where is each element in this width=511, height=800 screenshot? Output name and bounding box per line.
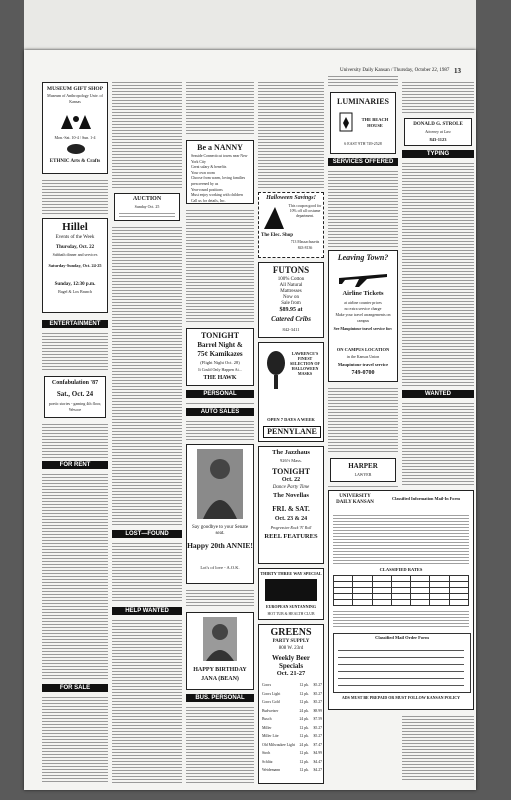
beer-price: $8.99: [313, 708, 322, 713]
classified-text-block: [328, 169, 398, 247]
greens-address: 808 W. 23rd: [278, 646, 304, 651]
luminaries-ad: [330, 92, 396, 154]
pennylane-title: LAWRENCE'S FINEST SELECTION OF HALLOWEEN MASKS: [290, 351, 320, 376]
hillel-event-3: Bagel & Lox Brunch: [58, 289, 92, 294]
annie-line-1: Say goodbye to your Senate seat.: [191, 525, 249, 536]
beer-price: $5.27: [313, 691, 322, 696]
luminaries-sub: THE BEACH HOUSE: [361, 117, 389, 128]
leaving-campus: ON CAMPUS LOCATION: [336, 347, 390, 352]
pennylane-brand: PENNYLANE: [263, 426, 321, 438]
classified-text-block: [186, 419, 254, 441]
classified-text-block: [186, 80, 254, 136]
nanny-item: Choose from warm, loving families prescreened by us: [191, 176, 246, 186]
hawk-flight: (Flight Night Oct. 28): [200, 360, 240, 365]
leaving-line: no extra service charge: [344, 306, 382, 311]
annie-photo: [197, 449, 243, 519]
jazz-genre: Progressive Rock 'N' Roll: [270, 525, 312, 530]
person-photo-icon: [203, 617, 237, 661]
futons-line: Mattresses: [280, 289, 302, 294]
section-lost-found: LOST—FOUND: [112, 530, 182, 538]
witch-hat-icon: [263, 205, 285, 231]
beer-size: 12 pk.: [299, 700, 309, 704]
beer-price: $5.27: [313, 725, 322, 730]
hawk-ad: [186, 328, 254, 386]
futons-line: Sale from: [281, 301, 301, 306]
jazz-date-2: Oct. 23 & 24: [274, 516, 308, 522]
halloween-sub: This coupon good for 10% off all costume department.: [288, 204, 322, 218]
section-services-offered: SERVICES OFFERED: [328, 158, 398, 166]
hillel-ad: [42, 218, 108, 313]
beer-size: 12 pk.: [299, 768, 309, 772]
section-entertainment: ENTERTAINMENT: [42, 320, 108, 328]
nanny-item: Great salary & benefits: [191, 165, 227, 170]
harper-ad: [330, 458, 396, 482]
leaving-title: Leaving Town?: [337, 253, 389, 262]
order-form-lines[interactable]: [338, 644, 464, 686]
beer-name: Coors Light: [262, 691, 281, 696]
beer-size: 12 pk.: [299, 734, 309, 738]
beer-price-row: [262, 724, 322, 733]
beer-name: Coors: [262, 683, 272, 687]
beer-price: $7.59: [313, 717, 322, 721]
beer-price: $7.47: [313, 742, 322, 747]
beer-price: $4.47: [313, 759, 322, 764]
person-photo-icon: [197, 449, 243, 519]
classified-text-block: [112, 80, 182, 190]
jazzhaus-ad: [258, 446, 324, 564]
section-typing: TYPING: [402, 150, 474, 158]
beer-size: 24 pk.: [299, 742, 309, 747]
kansan-logo: UNIVERSITY DAILY KANSAN: [336, 494, 374, 505]
luminaries-address: 6 EAST 9TH 749-2528: [344, 141, 382, 146]
page-top-margin: [24, 0, 476, 50]
leaving-sub: Airline Tickets: [342, 290, 384, 297]
hillel-title: Hillel: [62, 221, 88, 233]
futons-phone: 842-3411: [282, 327, 300, 332]
museum-title: MUSEUM GIFT SHOP: [46, 86, 104, 92]
museum-sub: Museum of Anthropology Univ. of Kansas: [47, 93, 103, 104]
hawk-tagline: It Could Only Happen At...: [198, 367, 242, 372]
beer-size: 24 pk.: [299, 717, 309, 721]
luminaries-title: LUMINARIES: [336, 97, 389, 106]
beer-name: Weidemann: [262, 768, 281, 772]
strole-sub: Attorney at Law: [425, 129, 451, 134]
greens-specials: Specials: [278, 662, 304, 670]
section-help-wanted: HELP WANTED: [112, 607, 182, 615]
beer-size: 12 pk.: [299, 683, 309, 687]
tanning-ad: [258, 568, 324, 620]
beer-name: Stroh: [262, 751, 271, 755]
classified-text-block: [328, 74, 398, 88]
halloween-address: 713 Massachusetts 843-8136: [290, 240, 320, 250]
leaving-line: See Maupintour travel service for:: [333, 326, 393, 331]
halloween-brand: The Elec. Shop: [261, 233, 294, 238]
museum-tag: ETHNIC Arts & Crafts: [49, 159, 101, 164]
tanning-sub: EUROPEAN SUNTANNING: [265, 604, 317, 609]
leaving-line: Make your travel arrangements on campus: [335, 312, 391, 323]
classified-categories: [333, 609, 469, 629]
hillel-event-1: Sabbath dinner and services: [52, 252, 98, 257]
beer-price-row: [262, 732, 322, 741]
jana-line-1: HAPPY BIRTHDAY: [193, 667, 247, 673]
maupintour-ad: [328, 250, 398, 382]
beer-price: $5.27: [313, 734, 322, 738]
beer-price-row: [262, 681, 322, 690]
classified-text-block: [186, 705, 254, 783]
beer-size: 12 pk.: [299, 691, 309, 696]
classified-text-block: [112, 225, 182, 525]
beer-name: Busch: [262, 717, 272, 721]
hawk-tonight: TONIGHT: [200, 331, 240, 340]
beer-size: 12 pk.: [299, 751, 309, 755]
classified-text-block: [42, 472, 108, 680]
halloween-coupon-ad: [258, 192, 324, 258]
greens-ad: [258, 624, 324, 784]
strole-ad: [404, 118, 472, 146]
jana-photo: [203, 617, 237, 661]
annie-line-2: Happy 20th ANNIE!: [187, 541, 253, 550]
classified-text-block: [402, 401, 474, 486]
auction-title: AUCTION: [132, 196, 162, 202]
pottery-icon: [65, 143, 87, 155]
confabulation-ad: [44, 376, 106, 418]
beer-size: 12 pk.: [299, 725, 309, 730]
order-form-title: Classified Mail Order Form: [375, 635, 429, 640]
classified-order-form: [333, 633, 471, 693]
classified-text-block: [258, 80, 324, 188]
nanny-item: Your own room: [191, 170, 215, 175]
strole-title: DONALD G. STROLE: [413, 122, 463, 127]
classified-text-block: [42, 178, 108, 214]
museum-hours: Mon.-Sat. 10-4 / Sun. 1-4: [54, 135, 96, 140]
page-number: 13: [454, 67, 461, 75]
museum-gift-shop-ad: [42, 82, 108, 174]
classified-text-block: [328, 386, 398, 454]
hillel-sub: Events of the Week: [55, 235, 95, 240]
auction-sub: Sunday Oct. 25: [134, 204, 160, 209]
section-personal: PERSONAL: [186, 390, 254, 398]
beer-size: 24 pk.: [299, 708, 309, 713]
jazz-tonight: TONIGHT: [271, 467, 311, 476]
jazz-date-1: Oct. 22: [281, 477, 301, 483]
harper-sub: LAWYER: [354, 472, 372, 477]
nanny-ad: [186, 140, 254, 204]
classified-rates-table: [333, 575, 469, 606]
beer-price-row: [262, 758, 322, 767]
classified-text-block: [186, 588, 254, 608]
pennylane-hours: OPEN 7 DAYS A WEEK: [267, 417, 315, 422]
beer-name: Miller Lite: [262, 734, 279, 738]
classified-text-block: [42, 331, 108, 371]
futons-line: 100% Cotton: [277, 277, 305, 282]
classified-text-block: [328, 484, 398, 488]
section-auto-sales: AUTO SALES: [186, 408, 254, 416]
beer-price-row: [262, 690, 322, 699]
nanny-item: Call us for details, Inc.: [191, 198, 226, 203]
tanning-address: HOT TUB & HEALTH CLUB: [267, 612, 315, 616]
leaving-line: at airline counter prices: [344, 300, 382, 305]
beer-price-row: [262, 707, 322, 716]
hillel-date-3: Sunday, 12:30 p.m.: [54, 282, 96, 287]
leaving-union: in the Kansas Union: [346, 354, 380, 359]
airplane-icon: [337, 264, 389, 288]
auction-details: [119, 211, 175, 219]
greens-weekly: Weekly Beer: [272, 654, 310, 662]
auction-ad: [114, 193, 180, 221]
lantern-icon: [337, 109, 355, 133]
jana-line-2: JANA (BEAN): [201, 676, 239, 682]
classified-mail-in-form: [328, 490, 474, 710]
hillel-date-2: Saturday-Sunday, Oct. 24-25: [48, 263, 102, 268]
beer-price-row: [262, 749, 322, 758]
jazz-event-1: Dance Party Time: [272, 485, 310, 490]
beer-name: Old Milwaukee Light: [262, 742, 295, 747]
jazz-title: The Jazzhaus: [272, 449, 310, 456]
annie-line-3: Lot's of love - A.O.K.: [200, 565, 240, 570]
nanny-list: [191, 154, 251, 204]
beer-price: $4.99: [313, 751, 322, 755]
jana-birthday-ad: [186, 612, 254, 690]
futons-price: $89.95 at: [279, 307, 303, 313]
harper-title: HARPER: [348, 462, 378, 470]
jazz-days: FRI. & SAT.: [272, 505, 310, 513]
classified-text-block: [402, 161, 474, 386]
classified-text-block: [186, 208, 254, 324]
futons-brand: Catered Cribs: [271, 315, 311, 323]
section-bus-personal: BUS. PERSONAL: [186, 694, 254, 702]
futons-line: All Natural: [279, 283, 303, 288]
greens-sub: PARTY SUPPLY: [272, 639, 310, 644]
section-for-rent: FOR RENT: [42, 461, 108, 469]
tanning-offer-panel: [265, 579, 317, 601]
classified-form-title: Classified Information Mail-In Form: [392, 496, 460, 501]
beer-price: $4.27: [313, 768, 322, 772]
beer-price-row: [262, 698, 322, 707]
beer-price-row: [262, 766, 322, 775]
greens-title: GREENS: [270, 627, 312, 638]
beer-size: 12 pk.: [299, 759, 309, 764]
page-header: University Daily Kansan / Thursday, October 22, 1987: [340, 68, 450, 73]
nanny-item: Must enjoy working with children: [191, 193, 243, 198]
classified-rates-heading: CLASSIFIED RATES: [379, 567, 423, 572]
futons-line: Now on: [283, 295, 299, 300]
confab-title: Confabulation '87: [51, 380, 99, 386]
section-for-sale: FOR SALE: [42, 684, 108, 692]
pennylane-ad: [258, 342, 324, 442]
classified-text-block: [186, 401, 254, 405]
classified-rules-text: [333, 513, 469, 565]
tanning-title: THIRTY THREE WAY SPECIAL: [260, 571, 322, 576]
halloween-title: Halloween Savings!: [266, 195, 316, 201]
beer-price-row: [262, 741, 322, 750]
nanny-title: Be a NANNY: [197, 143, 243, 152]
nanny-item: Seaside Connecticut towns near New York City: [191, 154, 248, 164]
mask-icon: [265, 349, 287, 389]
confab-sub: poetic stories - gaming 4th floor, Wescoe: [48, 401, 102, 412]
beer-price: $5.27: [313, 700, 322, 704]
ethnic-art-icon: [59, 111, 93, 133]
hawk-kamikazes: 75¢ Kamikazes: [197, 350, 243, 358]
beer-name: Miller: [262, 725, 272, 730]
beer-name: Coors Gold: [262, 700, 280, 704]
jazz-band-1: The Novellas: [273, 492, 309, 499]
strole-phone: 843-1123: [429, 137, 447, 142]
classified-text-block: [42, 695, 108, 783]
classified-text-block: [402, 80, 474, 114]
section-wanted: WANTED: [402, 390, 474, 398]
leaving-phone: 749-0700: [351, 370, 375, 376]
leaving-brand: Maupintour travel service: [337, 362, 389, 367]
classified-policy: ADS MUST BE PREPAID OR MUST FOLLOW KANSAN POLICY: [341, 695, 461, 700]
nanny-item: Year-round positions: [191, 187, 223, 192]
jazz-band-2: REEL FEATURES: [264, 533, 318, 540]
greens-dates: Oct. 21-27: [276, 670, 306, 677]
classified-text-block: [42, 422, 108, 458]
hawk-barrel: Barrel Night &: [197, 341, 243, 349]
futons-ad: [258, 262, 324, 338]
confab-date: Sat., Oct. 24: [56, 390, 94, 398]
futons-title: FUTONS: [272, 265, 310, 275]
beer-price: $5.27: [313, 683, 322, 687]
annie-birthday-ad: [186, 444, 254, 584]
beer-name: Schlitz: [262, 759, 273, 764]
classified-text-block: [112, 618, 182, 783]
beer-name: Budweiser: [262, 708, 279, 713]
hawk-name: THE HAWK: [203, 375, 237, 381]
classified-text-block: [402, 714, 474, 782]
beer-price-row: [262, 715, 322, 724]
classified-text-block: [112, 541, 182, 603]
jazz-address: 926½ Mass.: [280, 458, 302, 463]
hillel-date-1: Thursday, Oct. 22: [55, 245, 95, 250]
beer-price-list: [262, 681, 322, 775]
